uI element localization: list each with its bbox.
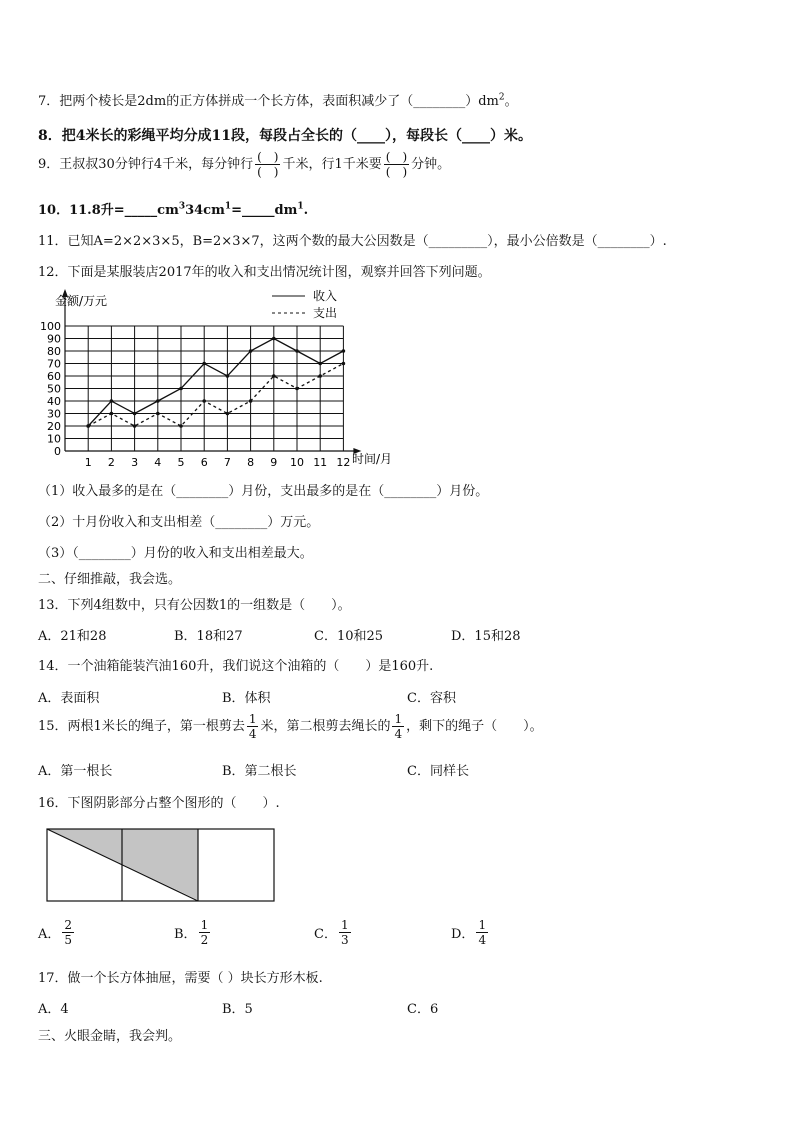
- data-point-income: [342, 349, 346, 353]
- option-a[interactable]: A．第一根长: [38, 764, 113, 779]
- question-number: 17．: [38, 971, 68, 986]
- question-text: 下列4组数中，只有公因数1的一组数是（ ）。: [67, 598, 351, 613]
- question-13: [38, 594, 351, 613]
- option-b[interactable]: B．5: [222, 1002, 253, 1017]
- fraction-numerator: ( ): [257, 150, 279, 164]
- question-number: 16．: [38, 796, 68, 811]
- fraction-denominator: 2: [200, 933, 209, 947]
- option-b[interactable]: B．18和27: [174, 629, 243, 644]
- x-tick-label: 4: [154, 456, 162, 469]
- income-expense-line-chart: [30, 283, 420, 473]
- answer-blank[interactable]: _____: [124, 203, 158, 218]
- fraction: [339, 918, 351, 947]
- data-point-income: [226, 374, 230, 378]
- y-tick-label: 60: [47, 370, 61, 383]
- question-text: （2）十月份收入和支出相差（: [38, 515, 216, 530]
- question-text: ）dm: [465, 94, 499, 109]
- x-axis-label: 时间/月: [352, 452, 393, 466]
- data-point-expense: [342, 362, 346, 366]
- question-text: ）月份，支出最多的是在（: [228, 484, 385, 499]
- question-text: ）月份的收入和支出相差最大。: [130, 546, 313, 561]
- x-tick-label: 6: [200, 456, 208, 469]
- question-7: [38, 90, 518, 109]
- fraction-numerator: 1: [340, 918, 349, 932]
- question-15: [38, 712, 543, 741]
- question-12: [38, 261, 491, 280]
- question-number: 8．: [38, 128, 62, 144]
- x-tick-label: 7: [223, 456, 231, 469]
- question-text: .: [303, 203, 309, 218]
- option-label: D．: [451, 927, 475, 942]
- answer-blank[interactable]: ________: [215, 515, 268, 530]
- data-point-expense: [272, 374, 276, 378]
- x-tick-label: 2: [107, 456, 115, 469]
- x-tick-label: 3: [131, 456, 139, 469]
- answer-blank[interactable]: ____: [356, 128, 385, 144]
- question-text: 一个油箱能装汽油160升，我们说这个油箱的（ ）是160升.: [67, 659, 434, 674]
- data-point-expense: [133, 424, 137, 428]
- question-17: [38, 967, 323, 986]
- data-point-expense: [202, 399, 206, 403]
- y-tick-label: 10: [47, 432, 61, 446]
- y-tick-label: 90: [47, 332, 61, 346]
- question-12-part-3: [38, 542, 313, 561]
- superscript: 3: [178, 201, 186, 212]
- question-number: 10．: [38, 203, 70, 218]
- question-text: ），每段长（: [384, 128, 462, 144]
- option-b[interactable]: B．体积: [222, 691, 271, 706]
- answer-blank[interactable]: ________: [78, 546, 131, 561]
- question-number: 13．: [38, 598, 68, 613]
- answer-blank[interactable]: ________: [413, 94, 466, 109]
- data-point-income: [179, 387, 183, 391]
- fraction-denominator: ( ): [257, 165, 279, 179]
- answer-blank[interactable]: _____: [242, 203, 275, 218]
- fraction-blank[interactable]: [384, 150, 409, 179]
- question-number: 12．: [38, 265, 68, 280]
- fraction: [62, 918, 74, 947]
- x-tick-label: 1: [84, 456, 92, 469]
- data-point-income: [133, 412, 137, 416]
- data-point-expense: [249, 399, 253, 403]
- data-point-expense: [179, 424, 183, 428]
- question-text: （1）收入最多的是在（: [38, 484, 177, 499]
- fraction-denominator: 4: [478, 933, 487, 947]
- question-number: 11．: [38, 234, 68, 249]
- y-tick-label: 20: [47, 420, 61, 433]
- question-16: [38, 792, 280, 811]
- shaded-region-middle: [122, 829, 198, 900]
- y-axis-label: 金额/万元: [55, 294, 108, 308]
- question-11: [38, 230, 667, 249]
- question-12-part-2: [38, 511, 319, 530]
- option-c[interactable]: C．同样长: [407, 764, 469, 779]
- option-label: A．: [38, 927, 61, 942]
- question-text: 分钟。: [411, 157, 451, 172]
- option-b[interactable]: B．第二根长: [222, 764, 297, 779]
- y-tick-label: 80: [47, 345, 61, 358]
- option-label: B．: [174, 927, 197, 942]
- answer-blank[interactable]: ________: [384, 484, 437, 499]
- y-tick-label: 40: [47, 395, 61, 408]
- section-3-heading: 三、火眼金睛，我会判。: [38, 1029, 182, 1044]
- fraction-numerator: 1: [248, 712, 257, 726]
- y-tick-label: 70: [47, 357, 61, 371]
- section-2-heading: 二、仔细推敲，我会选。: [38, 572, 182, 587]
- question-text: cm: [157, 203, 179, 218]
- fraction-one-quarter: [392, 712, 404, 741]
- data-point-income: [110, 399, 114, 403]
- option-c[interactable]: C．容积: [407, 691, 456, 706]
- data-point-income: [202, 362, 206, 366]
- fraction-denominator: ( ): [385, 165, 408, 179]
- question-number: 7．: [38, 94, 60, 109]
- chart-legend: [272, 288, 337, 320]
- chart-series: [86, 337, 345, 428]
- option-c[interactable]: C．10和25: [314, 629, 384, 644]
- option-label: C．: [314, 927, 337, 942]
- fraction: [199, 918, 211, 947]
- fraction-numerator: ( ): [385, 150, 408, 164]
- answer-blank[interactable]: _________: [428, 234, 488, 249]
- question-text: 两根1米长的绳子，第一根剪去: [67, 719, 245, 734]
- data-point-income: [156, 399, 160, 403]
- fraction-denominator: 3: [340, 933, 349, 947]
- chart-grid: [65, 326, 343, 451]
- question-14: [38, 655, 433, 674]
- data-point-expense: [110, 412, 114, 416]
- data-point-income: [295, 349, 299, 353]
- x-tick-label: 8: [247, 456, 255, 469]
- question-text: ）月份。: [436, 484, 489, 499]
- data-point-expense: [86, 424, 90, 428]
- question-text: 11.8升=: [69, 203, 125, 218]
- question-12-part-1: [38, 480, 488, 499]
- option-c[interactable]: [314, 918, 353, 947]
- data-point-expense: [156, 412, 160, 416]
- fraction-numerator: 1: [200, 918, 209, 932]
- question-text: 已知A=2×2×3×5，B=2×3×7，这两个数的最大公因数是（: [67, 234, 429, 249]
- fraction-denominator: 4: [394, 727, 403, 741]
- question-text: 把两个棱长是2dm的正方体拼成一个长方体，表面积减少了（: [59, 94, 414, 109]
- fraction-numerator: 1: [478, 918, 487, 932]
- option-a[interactable]: A．21和28: [38, 629, 107, 644]
- option-d[interactable]: [451, 918, 490, 947]
- data-point-income: [272, 337, 276, 341]
- fraction-one-quarter: [247, 712, 259, 741]
- question-text: ）万元。: [267, 515, 320, 530]
- question-10: [38, 199, 308, 218]
- data-point-expense: [295, 387, 299, 391]
- y-tick-label: 100: [40, 320, 61, 333]
- question-text: ）.: [649, 234, 667, 249]
- shaded-rectangle-figure: [44, 826, 278, 906]
- question-text: 做一个长方体抽屉，需要（ ）块长方形木板.: [67, 971, 323, 986]
- y-tick-label: 50: [47, 382, 61, 396]
- series-line-income: [88, 339, 343, 427]
- answer-blank[interactable]: ________: [176, 484, 229, 499]
- question-text: 米，第二根剪去绳长的: [260, 719, 391, 734]
- data-point-expense: [226, 412, 230, 416]
- fraction-denominator: 5: [64, 933, 73, 947]
- y-tick-label: 0: [54, 445, 61, 458]
- answer-blank[interactable]: ________: [597, 234, 650, 249]
- data-point-expense: [318, 374, 322, 378]
- fraction-denominator: 4: [248, 727, 257, 741]
- legend-label-expense: 支出: [313, 306, 338, 320]
- question-text: 把4米长的彩绳平均分成11段，每段占全长的（: [61, 128, 357, 144]
- question-text: （3）（: [38, 546, 79, 561]
- question-text: dm: [274, 203, 298, 218]
- question-text: 。: [504, 94, 518, 109]
- option-d[interactable]: D．15和28: [451, 629, 521, 644]
- option-a[interactable]: [38, 918, 76, 947]
- x-tick-label: 5: [177, 456, 185, 469]
- question-text: 王叔叔30分钟行4千米，每分钟行: [59, 157, 254, 172]
- question-number: 15．: [38, 719, 68, 734]
- question-text: 下面是某服装店2017年的收入和支出情况统计图，观察并回答下列问题。: [67, 265, 491, 280]
- series-line-expense: [88, 364, 343, 427]
- question-number: 9．: [38, 157, 60, 172]
- fraction-numerator: 2: [64, 918, 73, 932]
- question-9: [38, 150, 450, 179]
- data-point-income: [249, 349, 253, 353]
- legend-label-income: 收入: [313, 289, 338, 303]
- superscript: 1: [297, 201, 304, 212]
- fraction-numerator: 1: [394, 712, 403, 726]
- question-text: 千米，行1千米要: [282, 157, 382, 172]
- superscript: 2: [498, 92, 505, 103]
- question-8: [38, 125, 532, 145]
- option-a[interactable]: A．表面积: [38, 691, 100, 706]
- answer-blank[interactable]: ____: [461, 128, 490, 144]
- x-tick-label: 10: [290, 456, 304, 469]
- question-text: ）米。: [489, 128, 532, 144]
- x-tick-label: 9: [270, 456, 278, 469]
- fraction-blank[interactable]: [255, 150, 280, 179]
- data-point-income: [318, 362, 322, 366]
- question-text: ，剩下的绳子（ ）。: [406, 719, 543, 734]
- x-tick-label: 11: [313, 456, 328, 469]
- y-tick-label: 30: [47, 407, 61, 421]
- option-c[interactable]: C．6: [407, 1002, 439, 1017]
- fraction: [476, 918, 488, 947]
- question-text: ），最小公倍数是（: [487, 234, 598, 249]
- option-b[interactable]: [174, 918, 212, 947]
- x-tick-label: 12: [336, 456, 351, 469]
- question-text: 下图阴影部分占整个图形的（ ）.: [67, 796, 280, 811]
- question-number: 14．: [38, 659, 68, 674]
- option-a[interactable]: A．4: [38, 1002, 69, 1017]
- question-text: 34cm: [185, 203, 225, 218]
- question-text: =: [231, 203, 243, 218]
- superscript: 1: [224, 201, 232, 212]
